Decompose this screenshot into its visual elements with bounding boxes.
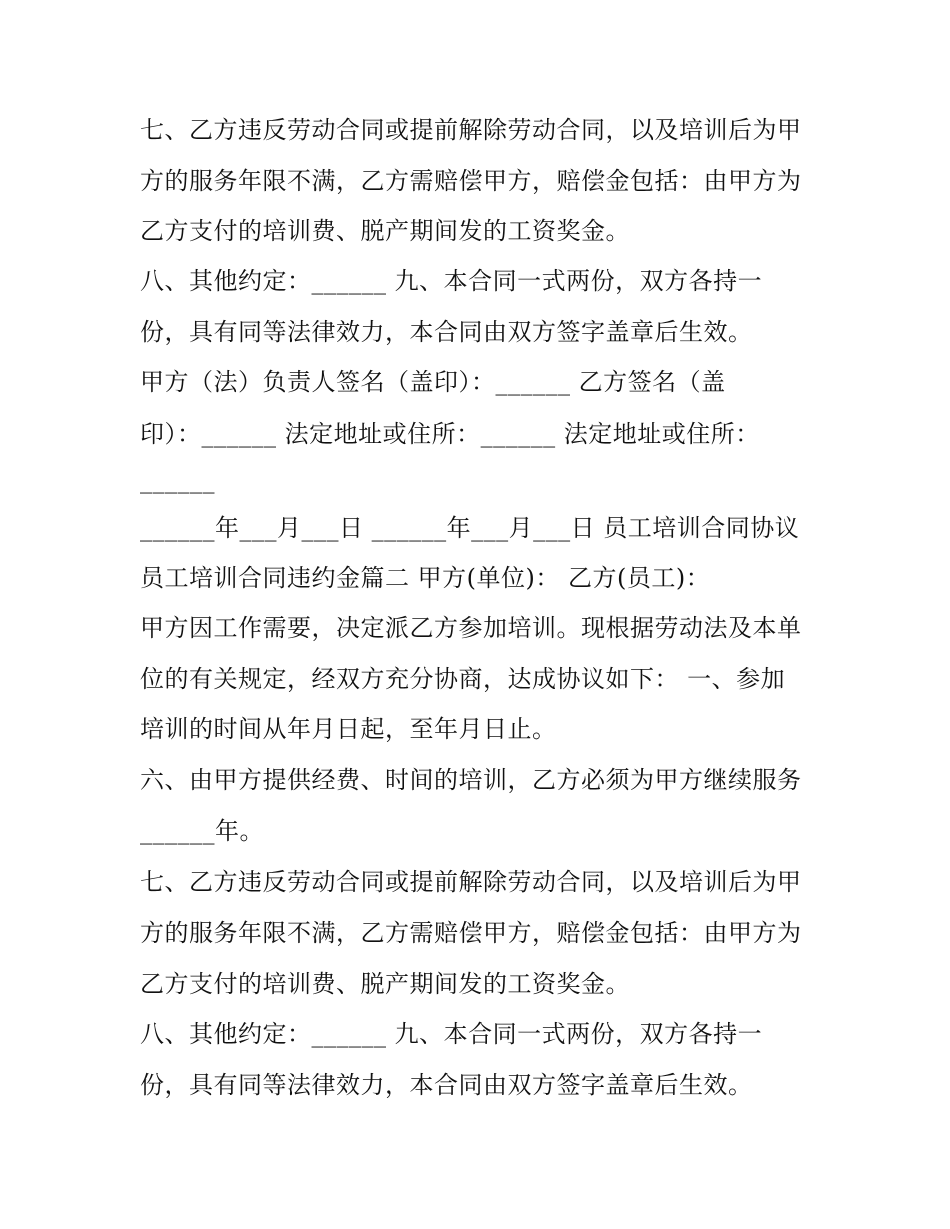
text-line: 份，具有同等法律效力，本合同由双方签字盖章后生效。 xyxy=(140,318,753,346)
text-line: 七、乙方违反劳动合同或提前解除劳动合同，以及培训后为甲 xyxy=(140,116,802,144)
text-line: 培训的时间从年月日起，至年月日止。 xyxy=(140,715,557,743)
text-line: 方的服务年限不满，乙方需赔偿甲方，赔偿金包括：由甲方为 xyxy=(140,919,802,947)
text-line: 七、乙方违反劳动合同或提前解除劳动合同，以及培训后为甲 xyxy=(140,868,802,896)
text-line: 八、其他约定：______ 九、本合同一式两份，双方各持一 xyxy=(140,267,763,295)
text-line: 方的服务年限不满，乙方需赔偿甲方，赔偿金包括：由甲方为 xyxy=(140,167,802,195)
text-line: 乙方支付的培训费、脱产期间发的工资奖金。 xyxy=(140,970,630,998)
text-line: ______年___月___日 ______年___月___日 员工培训合同协议 xyxy=(140,514,800,542)
text-line: 印）：______ 法定地址或住所：______ 法定地址或住所： xyxy=(140,420,760,448)
text-line: ______年。 xyxy=(140,817,264,845)
text-line: 甲方因工作需要，决定派乙方参加培训。现根据劳动法及本单 xyxy=(140,614,802,642)
text-line: 六、由甲方提供经费、时间的培训，乙方必须为甲方继续服务 xyxy=(140,766,802,794)
text-line: 员工培训合同违约金篇二 甲方(单位)： 乙方(员工)： xyxy=(140,564,711,592)
text-line: 份，具有同等法律效力，本合同由双方签字盖章后生效。 xyxy=(140,1071,753,1099)
text-line: 甲方（法）负责人签名（盖印）：______ 乙方签名（盖 xyxy=(140,368,726,396)
text-line: ______ xyxy=(140,466,215,494)
text-line: 乙方支付的培训费、脱产期间发的工资奖金。 xyxy=(140,217,630,245)
text-line: 位的有关规定，经双方充分协商，达成协议如下： 一、参加 xyxy=(140,665,786,693)
text-line: 八、其他约定：______ 九、本合同一式两份，双方各持一 xyxy=(140,1020,763,1048)
